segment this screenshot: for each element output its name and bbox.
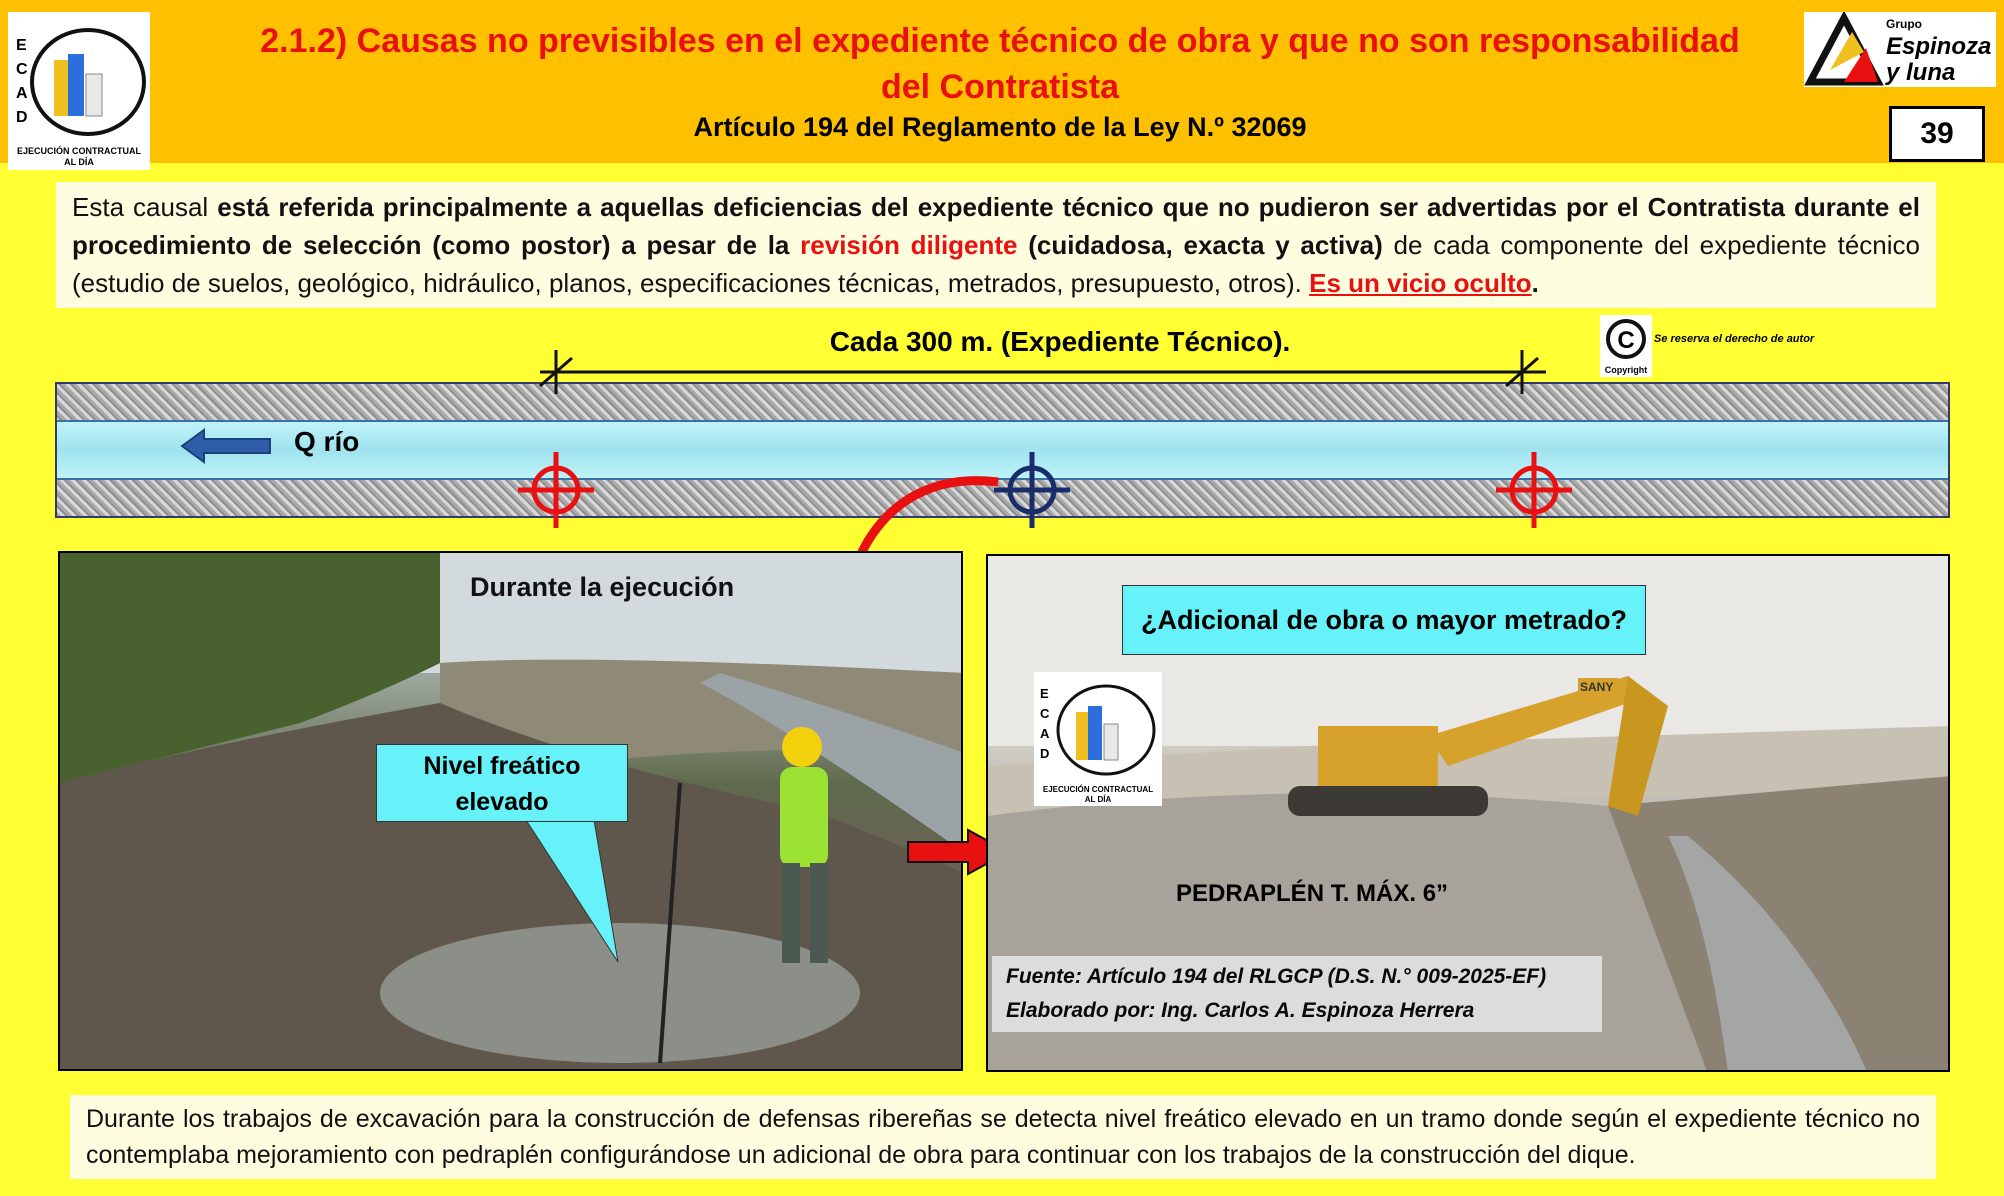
page-subtitle: Artículo 194 del Reglamento de la Ley N.º 32069: [693, 112, 1307, 142]
callout-pointer-left: [526, 820, 618, 962]
intro-bold-text: (cuidadosa, exacta y activa): [1017, 230, 1383, 260]
ecad-letter: E: [16, 37, 27, 54]
page-title-line1: 2.1.2) Causas no previsibles en el expediente técnico de obra y que no son responsabilidad: [260, 22, 1740, 60]
flow-label: Q río: [294, 426, 360, 457]
copyright-caption: Copyright: [1604, 365, 1648, 375]
ecad-letter: C: [16, 61, 28, 78]
source-line: Fuente: Artículo 194 del RLGCP (D.S. N.° 009-2025-EF): [1006, 965, 1547, 988]
intro-text: de cada componente del expediente técnico (estudio de suelos, geológico, hidráulico, planos, especificaciones técnicas, metrados, presupuesto, otros).: [72, 230, 1920, 298]
intro-conclusion: Es un vicio oculto: [1309, 268, 1532, 298]
ecad-letter: E: [1040, 686, 1049, 701]
ecad-caption: EJECUCIÓN CONTRACTUAL: [1042, 785, 1154, 794]
ecad-letter: D: [1040, 746, 1050, 761]
intro-highlight: revisión diligente: [800, 230, 1018, 260]
ecad-letter: A: [1040, 726, 1050, 741]
page-title-line2: del Contratista: [880, 68, 1120, 106]
callout-line: Nivel freático: [423, 752, 581, 780]
ecad-caption: EJECUCIÓN CONTRACTUAL: [16, 146, 142, 156]
excavator-brand: SANY: [1580, 680, 1614, 694]
ecad-caption: AL DÍA: [1084, 795, 1112, 804]
ecad-letter: A: [16, 85, 28, 102]
ecad-letter: C: [1040, 706, 1050, 721]
dimension-label: Cada 300 m. (Expediente Técnico).: [829, 326, 1291, 357]
brand-name-line2: y luna: [1886, 59, 1956, 86]
ecad-letter: D: [16, 109, 28, 126]
callout-line: elevado: [455, 788, 549, 816]
intro-period: .: [1531, 268, 1539, 298]
photo-label-execution: Durante la ejecución: [470, 572, 735, 602]
ecad-logo-small: [1034, 672, 1162, 806]
page-number: 39: [1889, 106, 1985, 162]
brand-top-text: Grupo: [1886, 17, 1922, 31]
callout-question: ¿Adicional de obra o mayor metrado?: [1122, 585, 1646, 655]
svg-text:C: C: [1617, 327, 1635, 354]
author-line: Elaborado por: Ing. Carlos A. Espinoza Herrera: [1006, 999, 1475, 1022]
ecad-caption: AL DÍA: [64, 157, 94, 167]
bottom-note: Durante los trabajos de excavación para la construcción de defensas ribereñas se detecta nivel freático elevado en un tramo donde según el expediente técnico no contemplaba mejoramiento con pedraplén configurándose un adicional de obra para continuar con los trabajos de la construcción del dique.: [70, 1095, 1936, 1179]
callout-water-table: [376, 744, 628, 822]
source-box: [992, 956, 1602, 1032]
brand-name-line1: Espinoza: [1886, 33, 1992, 60]
intro-bold-text: está referida principalmente a aquellas deficiencias del expediente técnico que no pudieron ser advertidas por el Contratista durante el procedimiento de selección (como postor) a pesar de la: [72, 192, 1920, 260]
intro-text: Esta causal: [72, 192, 218, 222]
photo-label-rockfill: PEDRAPLÉN T. MÁX. 6”: [1176, 880, 1449, 907]
copyright-note: Se reserva el derecho de autor: [1654, 333, 1815, 345]
